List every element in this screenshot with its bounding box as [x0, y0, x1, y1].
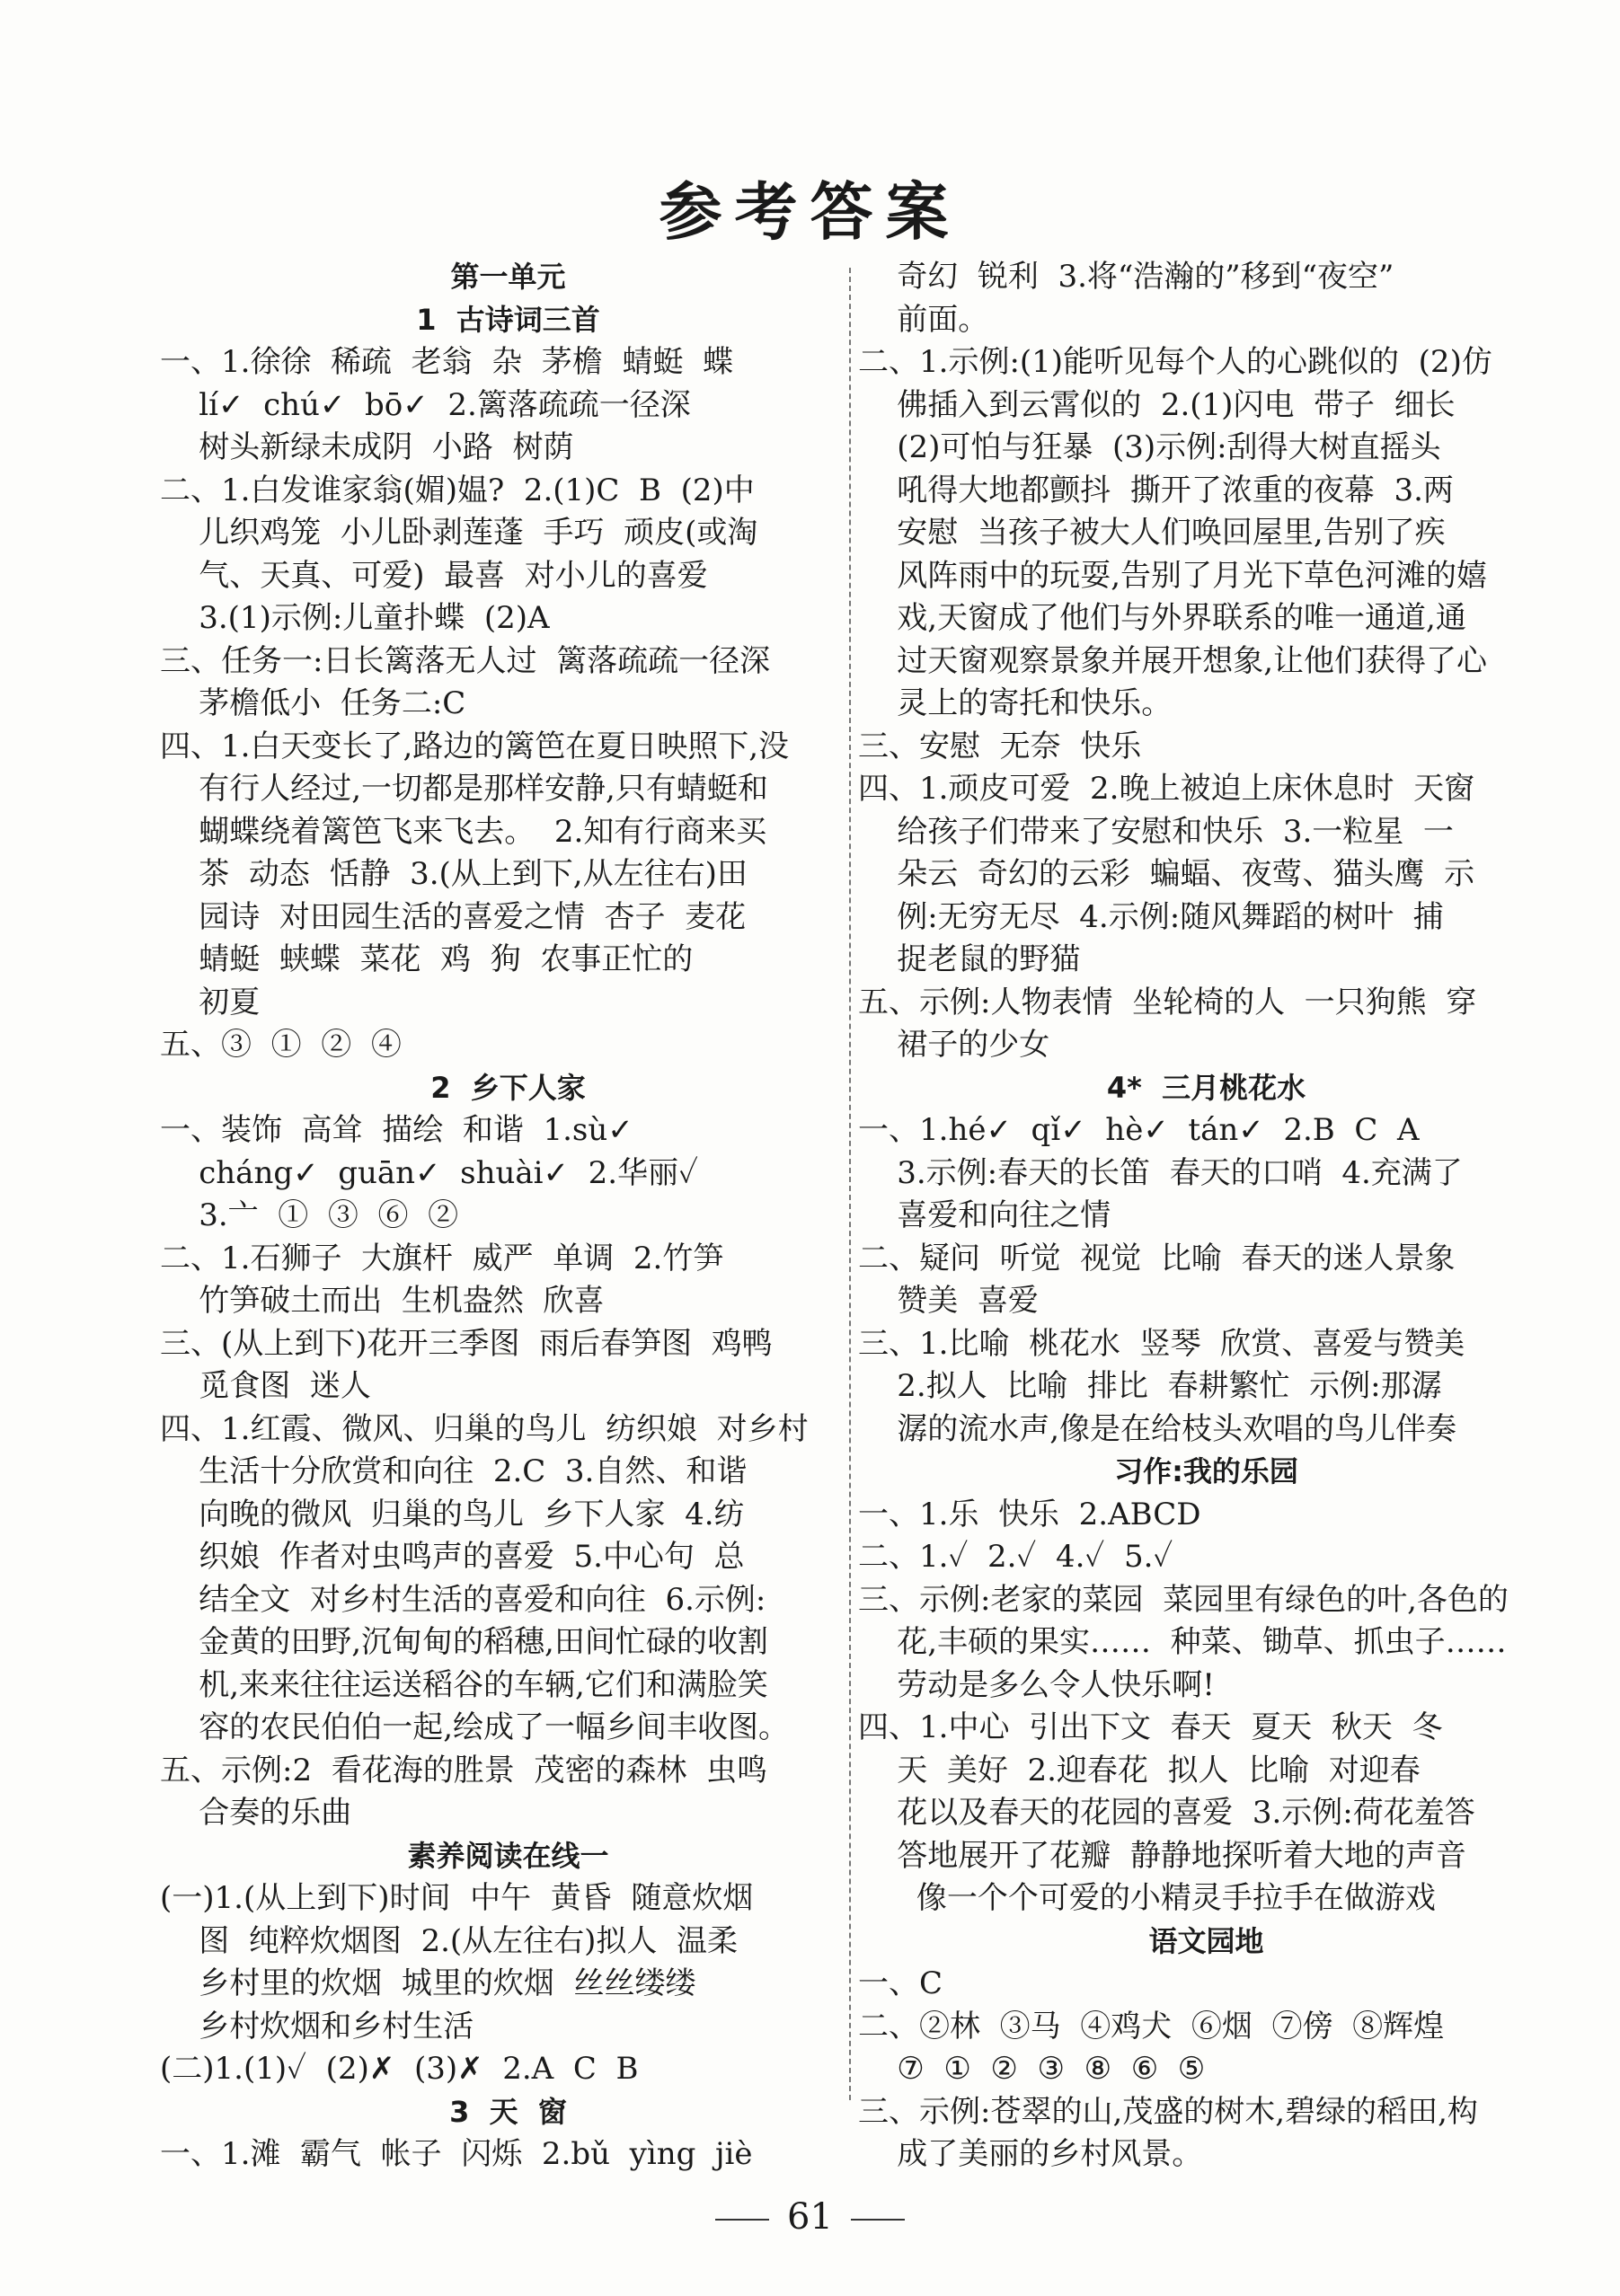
- answer-line: 有行人经过,一切都是那样安静,只有蜻蜓和: [160, 771, 768, 807]
- answer-line: 过天窗观察景象并展开想象,让他们获得了心: [858, 642, 1488, 679]
- answer-line: 结全文 对乡村生活的喜爱和向往 6.示例:: [160, 1581, 766, 1618]
- section-heading: 素养阅读在线一: [407, 1838, 609, 1873]
- answer-line: 三、(从上到下)花开三季图 雨后春笋图 鸡鸭: [160, 1325, 773, 1362]
- answer-line: 二、1.示例:(1)能听见每个人的心跳似的 (2)仿: [858, 344, 1492, 380]
- page-number: 61: [787, 2196, 833, 2238]
- answer-line: 园诗 对田园生活的喜爱之情 杏子 麦花: [160, 898, 747, 935]
- answer-line: 蝴蝶绕着篱笆飞来飞去。 2.知有行商来买: [160, 813, 767, 850]
- answer-line: 向晚的微风 归巢的鸟儿 乡下人家 4.纺: [160, 1496, 745, 1532]
- answer-line: 奇幻 锐利 3.将“浩瀚的”移到“夜空”: [858, 259, 1394, 295]
- section-heading: 第一单元: [450, 260, 566, 294]
- answer-line: 合奏的乐曲: [160, 1795, 352, 1831]
- answer-line: 乡村里的炊烟 城里的炊烟 丝丝缕缕: [160, 1965, 696, 2001]
- answer-line: 前面。: [858, 301, 989, 338]
- footer-dash-left: [715, 2219, 769, 2221]
- answer-line: (二)1.(1)✓ (2)✗ (3)✗ 2.A C B: [160, 2051, 639, 2087]
- answer-line: 一、1.乐 快乐 2.ABCD: [858, 1496, 1201, 1532]
- section-heading: 习作:我的乐园: [1114, 1454, 1298, 1488]
- page-number-footer: [0, 2196, 1620, 2238]
- answer-line: ⑦ ① ② ③ ⑧ ⑥ ⑤: [858, 2051, 1206, 2087]
- answer-line: 3.(1)示例:儿童扑蝶 (2)A: [160, 600, 550, 636]
- answer-line: 2.拟人 比喻 排比 春耕繁忙 示例:那潺: [858, 1368, 1442, 1404]
- answer-line: 五、③ ① ② ④: [160, 1027, 402, 1063]
- answer-line: 觅食图 迷人: [160, 1368, 371, 1404]
- answer-line: 像一个个可爱的小精灵手拉手在做游戏: [858, 1880, 1436, 1916]
- answer-line: 例:无穷无尽 4.示例:随风舞蹈的树叶 捕: [858, 898, 1444, 935]
- answer-line: 织娘 作者对虫鸣声的喜爱 5.中心句 总: [160, 1539, 745, 1575]
- answer-line: 蜻蜓 蛱蝶 菜花 鸡 狗 农事正忙的: [160, 941, 694, 977]
- answer-line: 佛插入到云霄似的 2.(1)闪电 带子 细长: [858, 386, 1456, 423]
- answer-line: 一、1.滩 霸气 帐子 闪烁 2.bǔ yìng jiè: [160, 2136, 753, 2172]
- answer-line: 容的农民伯伯一起,绘成了一幅乡间丰收图。: [160, 1709, 790, 1745]
- answer-line: 给孩子们带来了安慰和快乐 3.一粒星 一: [858, 813, 1454, 850]
- answer-line: 3.示例:春天的长笛 春天的口哨 4.充满了: [858, 1154, 1463, 1191]
- answer-line: 安慰 当孩子被大人们唤回屋里,告别了疾: [858, 515, 1446, 551]
- answer-line: 机,来来往往运送稻谷的车辆,它们和满脸笑: [160, 1666, 768, 1703]
- answer-line: (2)可怕与狂暴 (3)示例:刮得大树直摇头: [858, 429, 1441, 465]
- answer-line: 二、疑问 听觉 视觉 比喻 春天的迷人景象: [858, 1240, 1456, 1276]
- answer-line: 3.亠 ① ③ ⑥ ②: [160, 1197, 459, 1233]
- answer-line: 一、1.hé✓ qǐ✓ hè✓ tán✓ 2.B C A: [858, 1112, 1420, 1148]
- answer-line: 三、安慰 无奈 快乐: [858, 728, 1142, 764]
- answer-line: 茅檐低小 任务二:C: [160, 685, 466, 721]
- answer-line: 四、1.白天变长了,路边的篱笆在夏日映照下,没: [160, 728, 790, 764]
- right-answer-column: [858, 256, 1554, 2177]
- answer-line: 灵上的寄托和快乐。: [858, 685, 1173, 721]
- answer-line: 五、示例:2 看花海的胜景 茂密的森林 虫鸣: [160, 1752, 767, 1788]
- answer-line: 花,丰硕的果实…… 种菜、锄草、抓虫子……: [858, 1624, 1507, 1660]
- answer-line: 金黄的田野,沉甸甸的稻穗,田间忙碌的收割: [160, 1624, 768, 1660]
- answer-line: 潺的流水声,像是在给枝头欢唱的鸟儿伴奏: [858, 1410, 1457, 1447]
- answer-line: 生活十分欣赏和向往 2.C 3.自然、和谐: [160, 1453, 748, 1489]
- answer-line: 赞美 喜爱: [858, 1283, 1039, 1319]
- answer-line: (一)1.(从上到下)时间 中午 黄昏 随意炊烟: [160, 1880, 754, 1916]
- section-heading: 4* 三月桃花水: [1106, 1070, 1306, 1105]
- answer-line: 乡村炊烟和乡村生活: [160, 2008, 474, 2044]
- answer-line: 二、②林 ③马 ④鸡犬 ⑥烟 ⑦傍 ⑧辉煌: [858, 2008, 1445, 2044]
- answer-line: 四、1.中心 引出下文 春天 夏天 秋天 冬: [858, 1709, 1443, 1745]
- answer-line: lí✓ chú✓ bō✓ 2.篱落疏疏一径深: [160, 386, 691, 423]
- answer-line: 茶 动态 恬静 3.(从上到下,从左往右)田: [160, 856, 748, 892]
- answer-line: 图 纯粹炊烟图 2.(从左往右)拟人 温柔: [160, 1922, 739, 1959]
- answer-line: 一、装饰 高耸 描绘 和谐 1.sù✓: [160, 1112, 633, 1148]
- answer-line: 五、示例:人物表情 坐轮椅的人 一只狗熊 穿: [858, 984, 1477, 1020]
- answer-line: 三、示例:老家的菜园 菜园里有绿色的叶,各色的: [858, 1581, 1509, 1618]
- answer-line: 一、1.徐徐 稀疏 老翁 杂 茅檐 蜻蜓 蝶: [160, 344, 734, 380]
- answer-line: 初夏: [160, 984, 261, 1020]
- answer-line: 吼得大地都颤抖 撕开了浓重的夜幕 3.两: [858, 472, 1454, 508]
- section-heading: 1 古诗词三首: [416, 302, 600, 337]
- answer-line: 儿织鸡笼 小儿卧剥莲蓬 手巧 顽皮(或淘: [160, 515, 758, 551]
- answer-line: 裙子的少女: [858, 1027, 1050, 1063]
- answer-line: 四、1.顽皮可爱 2.晚上被迫上床休息时 天窗: [858, 771, 1475, 807]
- answer-line: 三、示例:苍翠的山,茂盛的树木,碧绿的稻田,构: [858, 2093, 1478, 2130]
- answer-line: 气、天真、可爱) 最喜 对小儿的喜爱: [160, 557, 708, 594]
- answer-line: 天 美好 2.迎春花 拟人 比喻 对迎春: [858, 1752, 1421, 1788]
- section-heading: 语文园地: [1148, 1923, 1264, 1958]
- answer-line: 风阵雨中的玩耍,告别了月光下草色河滩的嬉: [858, 557, 1488, 594]
- answer-line: 竹笋破土而出 生机盎然 欣喜: [160, 1283, 605, 1319]
- page-title: 参考答案: [659, 174, 961, 249]
- answer-line: 喜爱和向往之情: [858, 1197, 1111, 1233]
- answer-line: 捉老鼠的野猫: [858, 941, 1081, 977]
- answer-line: 一、C: [858, 1965, 943, 2001]
- answer-line: 三、1.比喻 桃花水 竖琴 欣赏、喜爱与赞美: [858, 1325, 1465, 1362]
- answer-line: 戏,天窗成了他们与外界联系的唯一通道,通: [858, 600, 1466, 636]
- answer-line: 花以及春天的花园的喜爱 3.示例:荷花羞答: [858, 1795, 1475, 1831]
- column-divider: [849, 268, 851, 2100]
- answer-line: 二、1.✓ 2.✓ 4.✓ 5.✓: [858, 1539, 1173, 1575]
- answer-line: 四、1.红霞、微风、归巢的鸟儿 纺织娘 对乡村: [160, 1410, 809, 1447]
- footer-dash-right: [851, 2219, 905, 2221]
- answer-line: 成了美丽的乡村风景。: [858, 2136, 1203, 2172]
- answer-line: 二、1.白发谁家翁(媚)媪? 2.(1)C B (2)中: [160, 472, 755, 508]
- answer-line: 二、1.石狮子 大旗杆 威严 单调 2.竹笋: [160, 1240, 724, 1276]
- answer-line: cháng✓ guān✓ shuài✓ 2.华丽✓: [160, 1154, 699, 1191]
- section-heading: 2 乡下人家: [430, 1070, 586, 1105]
- answer-line: 答地展开了花瓣 静静地探听着大地的声音: [858, 1837, 1466, 1874]
- answer-line: 劳动是多么令人快乐啊!: [858, 1666, 1215, 1703]
- answer-line: 朵云 奇幻的云彩 蝙蝠、夜莺、猫头鹰 示: [858, 856, 1475, 892]
- answer-line: 树头新绿未成阴 小路 树荫: [160, 429, 574, 465]
- answer-line: 三、任务一:日长篱落无人过 篱落疏疏一径深: [160, 642, 771, 679]
- left-answer-column: [160, 256, 856, 2177]
- section-heading: 3 天 窗: [449, 2094, 567, 2129]
